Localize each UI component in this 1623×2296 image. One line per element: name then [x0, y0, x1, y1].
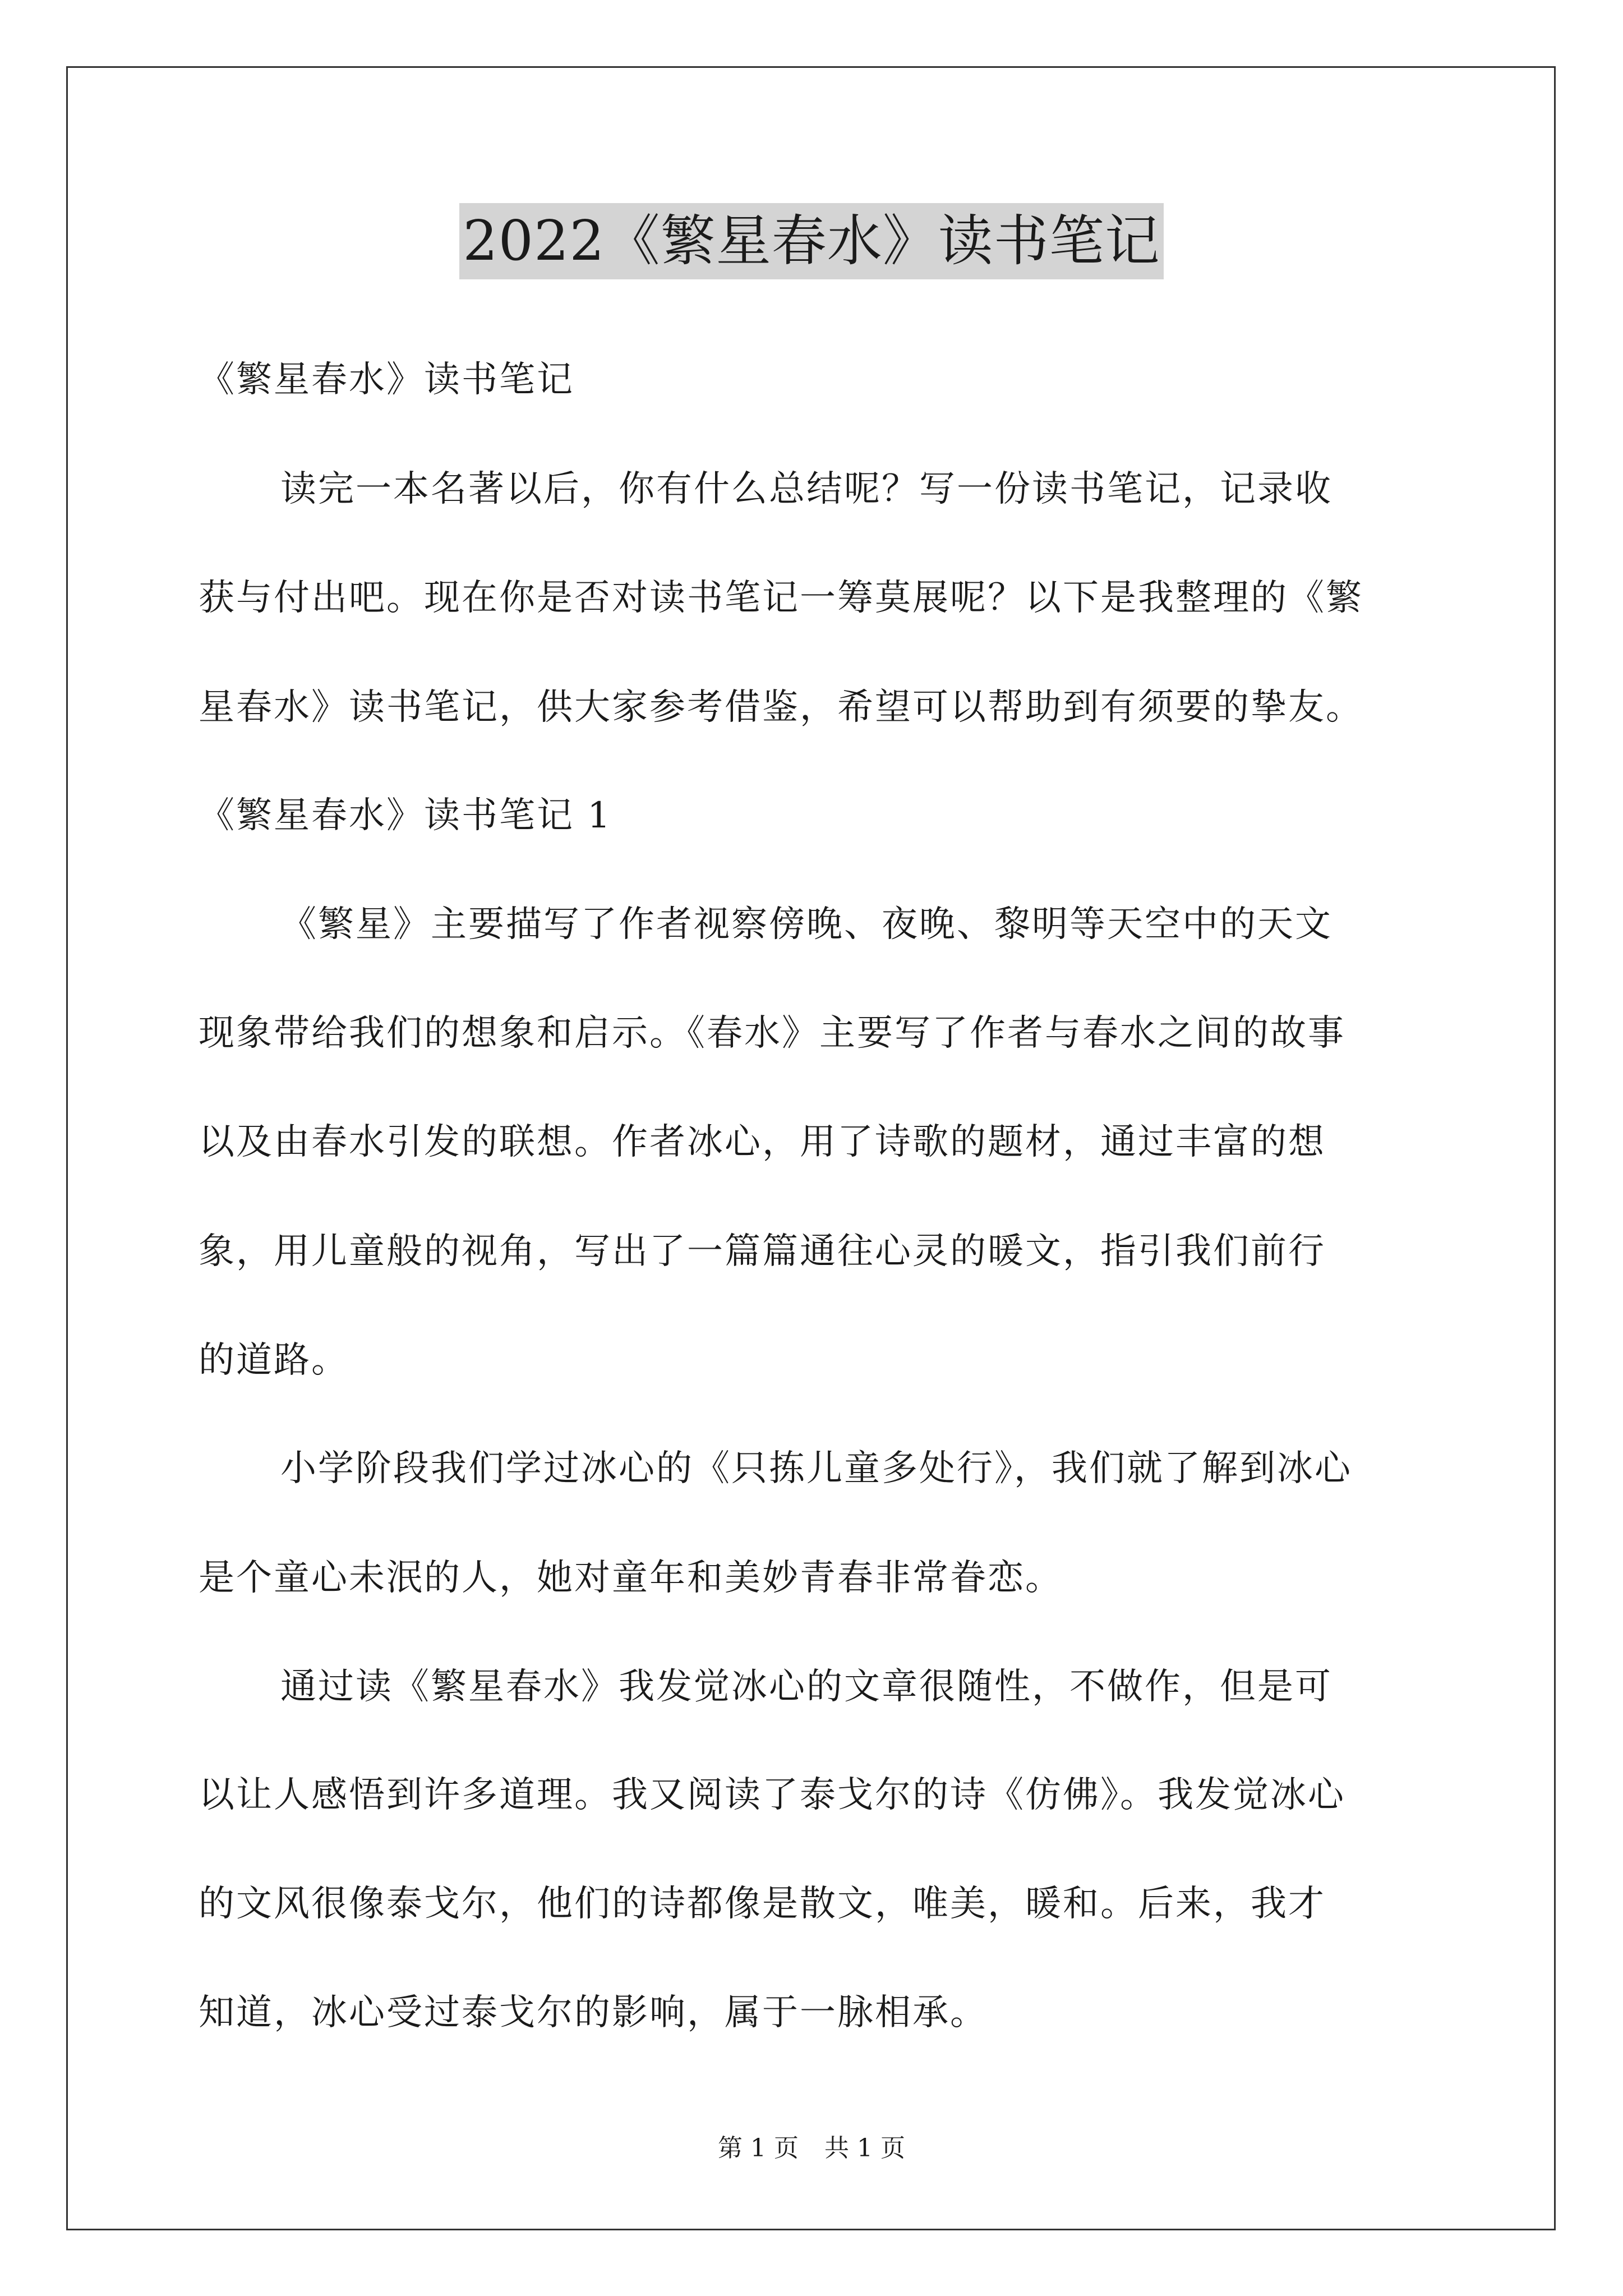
- paragraph-line: 小学阶段我们学过冰心的《只拣儿童多处行》，我们就了解到冰心: [280, 1448, 1352, 1489]
- paragraph-line: 获与付出吧。现在你是否对读书笔记一筹莫展呢？以下是我整理的《繁: [199, 577, 1363, 619]
- paragraph-line: 星春水》读书笔记，供大家参考借鉴，希望可以帮助到有须要的挚友。: [199, 687, 1363, 728]
- section-heading: 《繁星春水》读书笔记 1: [199, 795, 612, 836]
- paragraph-line: 的道路。: [199, 1340, 349, 1381]
- paragraph-line: 读完一本名著以后，你有什么总结呢？写一份读书笔记，记录收: [280, 468, 1332, 510]
- paragraph-line: 知道，冰心受过泰戈尔的影响，属于一脉相承。: [199, 1992, 988, 2033]
- page-footer: [0, 2132, 1623, 2165]
- paragraph-line: 象，用儿童般的视角，写出了一篇篇通往心灵的暖文，指引我们前行: [199, 1231, 1326, 1272]
- paragraph-line: 是个童心未泯的人，她对童年和美妙青春非常眷恋。: [199, 1557, 1063, 1599]
- section-heading: 《繁星春水》读书笔记: [199, 359, 574, 401]
- title-container: [0, 203, 1623, 279]
- paragraph-line: 以及由春水引发的联想。作者冰心，用了诗歌的题材，通过丰富的想: [199, 1121, 1326, 1163]
- page-number: 第 1 页: [718, 2134, 799, 2162]
- document-title: 2022《繁星春水》读书笔记: [459, 203, 1163, 279]
- paragraph-line: 现象带给我们的想象和启示。《春水》主要写了作者与春水之间的故事: [199, 1013, 1345, 1054]
- paragraph-line: 以让人感悟到许多道理。我又阅读了泰戈尔的诗《仿佛》。我发觉冰心: [199, 1774, 1345, 1816]
- page-total: 共 1 页: [824, 2134, 905, 2162]
- paragraph-line: 通过读《繁星春水》我发觉冰心的文章很随性，不做作，但是可: [280, 1666, 1332, 1708]
- paragraph-line: 《繁星》主要描写了作者视察傍晚、夜晚、黎明等天空中的天文: [280, 904, 1332, 945]
- paragraph-line: 的文风很像泰戈尔，他们的诗都像是散文，唯美，暖和。后来，我才: [199, 1883, 1326, 1925]
